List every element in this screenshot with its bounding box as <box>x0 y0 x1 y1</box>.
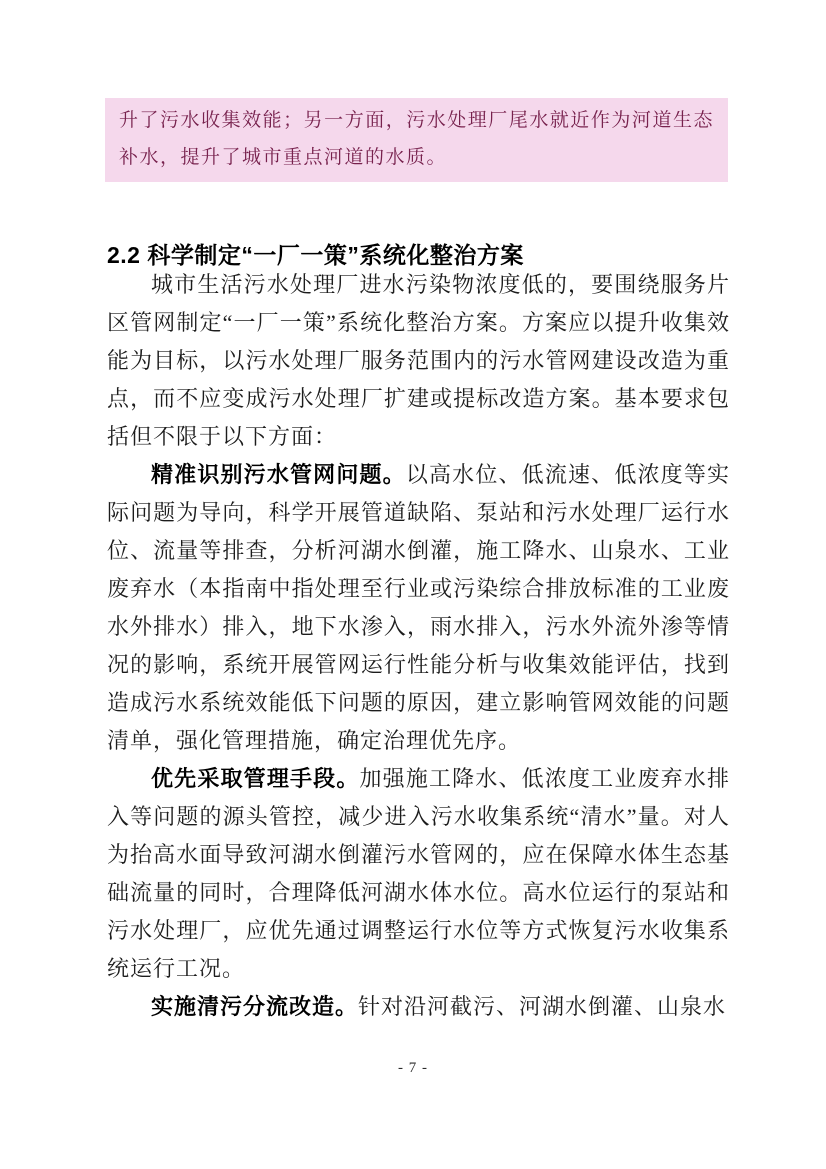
paragraph-2-text: 以高水位、低流速、低浓度等实际问题为导向，科学开展管道缺陷、泵站和污水处理厂运行水位、流量等排查，分析河湖水倒灌，施工降水、山泉水、工业废弃水（本指南中指处理至行业或污染综合排放标准的工业废水外排水）排入，地下水渗入，雨水排入，污水外流外渗等情况的影响，系统开展管网运行性能分析与收集效能评估，找到造成污水系统效能低下问题的原因，建立影响管网效能的问题清单，强化管理措施，确定治理优先序。 <box>107 462 730 753</box>
paragraph-1 <box>107 266 730 456</box>
paragraph-3-lead: 优先采取管理手段。 <box>151 766 360 791</box>
paragraph-3-text: 加强施工降水、低浓度工业废弃水排入等问题的源头管控，减少进入污水收集系统“清水”量。对人为抬高水面导致河湖水倒灌污水管网的，应在保障水体生态基础流量的同时，合理降低河湖水体水位。高水位运行的泵站和污水处理厂，应优先通过调整运行水位等方式恢复污水收集系统运行工况。 <box>107 766 730 981</box>
section-heading: 2.2 科学制定“一厂一策”系统化整治方案 <box>107 242 524 269</box>
page-number: - 7 - <box>398 1060 428 1076</box>
paragraph-2 <box>107 456 730 760</box>
highlight-text: 升了污水收集效能；另一方面，污水处理厂尾水就近作为河道生态补水，提升了城市重点河道的水质。 <box>119 110 714 168</box>
document-body <box>107 266 730 1026</box>
paragraph-2-lead: 精准识别污水管网问题。 <box>151 462 406 487</box>
paragraph-4-text: 针对沿河截污、河湖水倒灌、山泉水 <box>358 994 727 1019</box>
paragraph-4 <box>107 988 730 1026</box>
paragraph-1-text: 城市生活污水处理厂进水污染物浓度低的，要围绕服务片区管网制定“一厂一策”系统化整治方案。方案应以提升收集效能为目标，以污水处理厂服务范围内的污水管网建设改造为重点，而不应变成污水处理厂扩建或提标改造方案。基本要求包括但不限于以下方面： <box>107 272 731 449</box>
paragraph-4-lead: 实施清污分流改造。 <box>151 994 359 1019</box>
highlight-box <box>105 98 728 182</box>
paragraph-3 <box>107 760 730 988</box>
